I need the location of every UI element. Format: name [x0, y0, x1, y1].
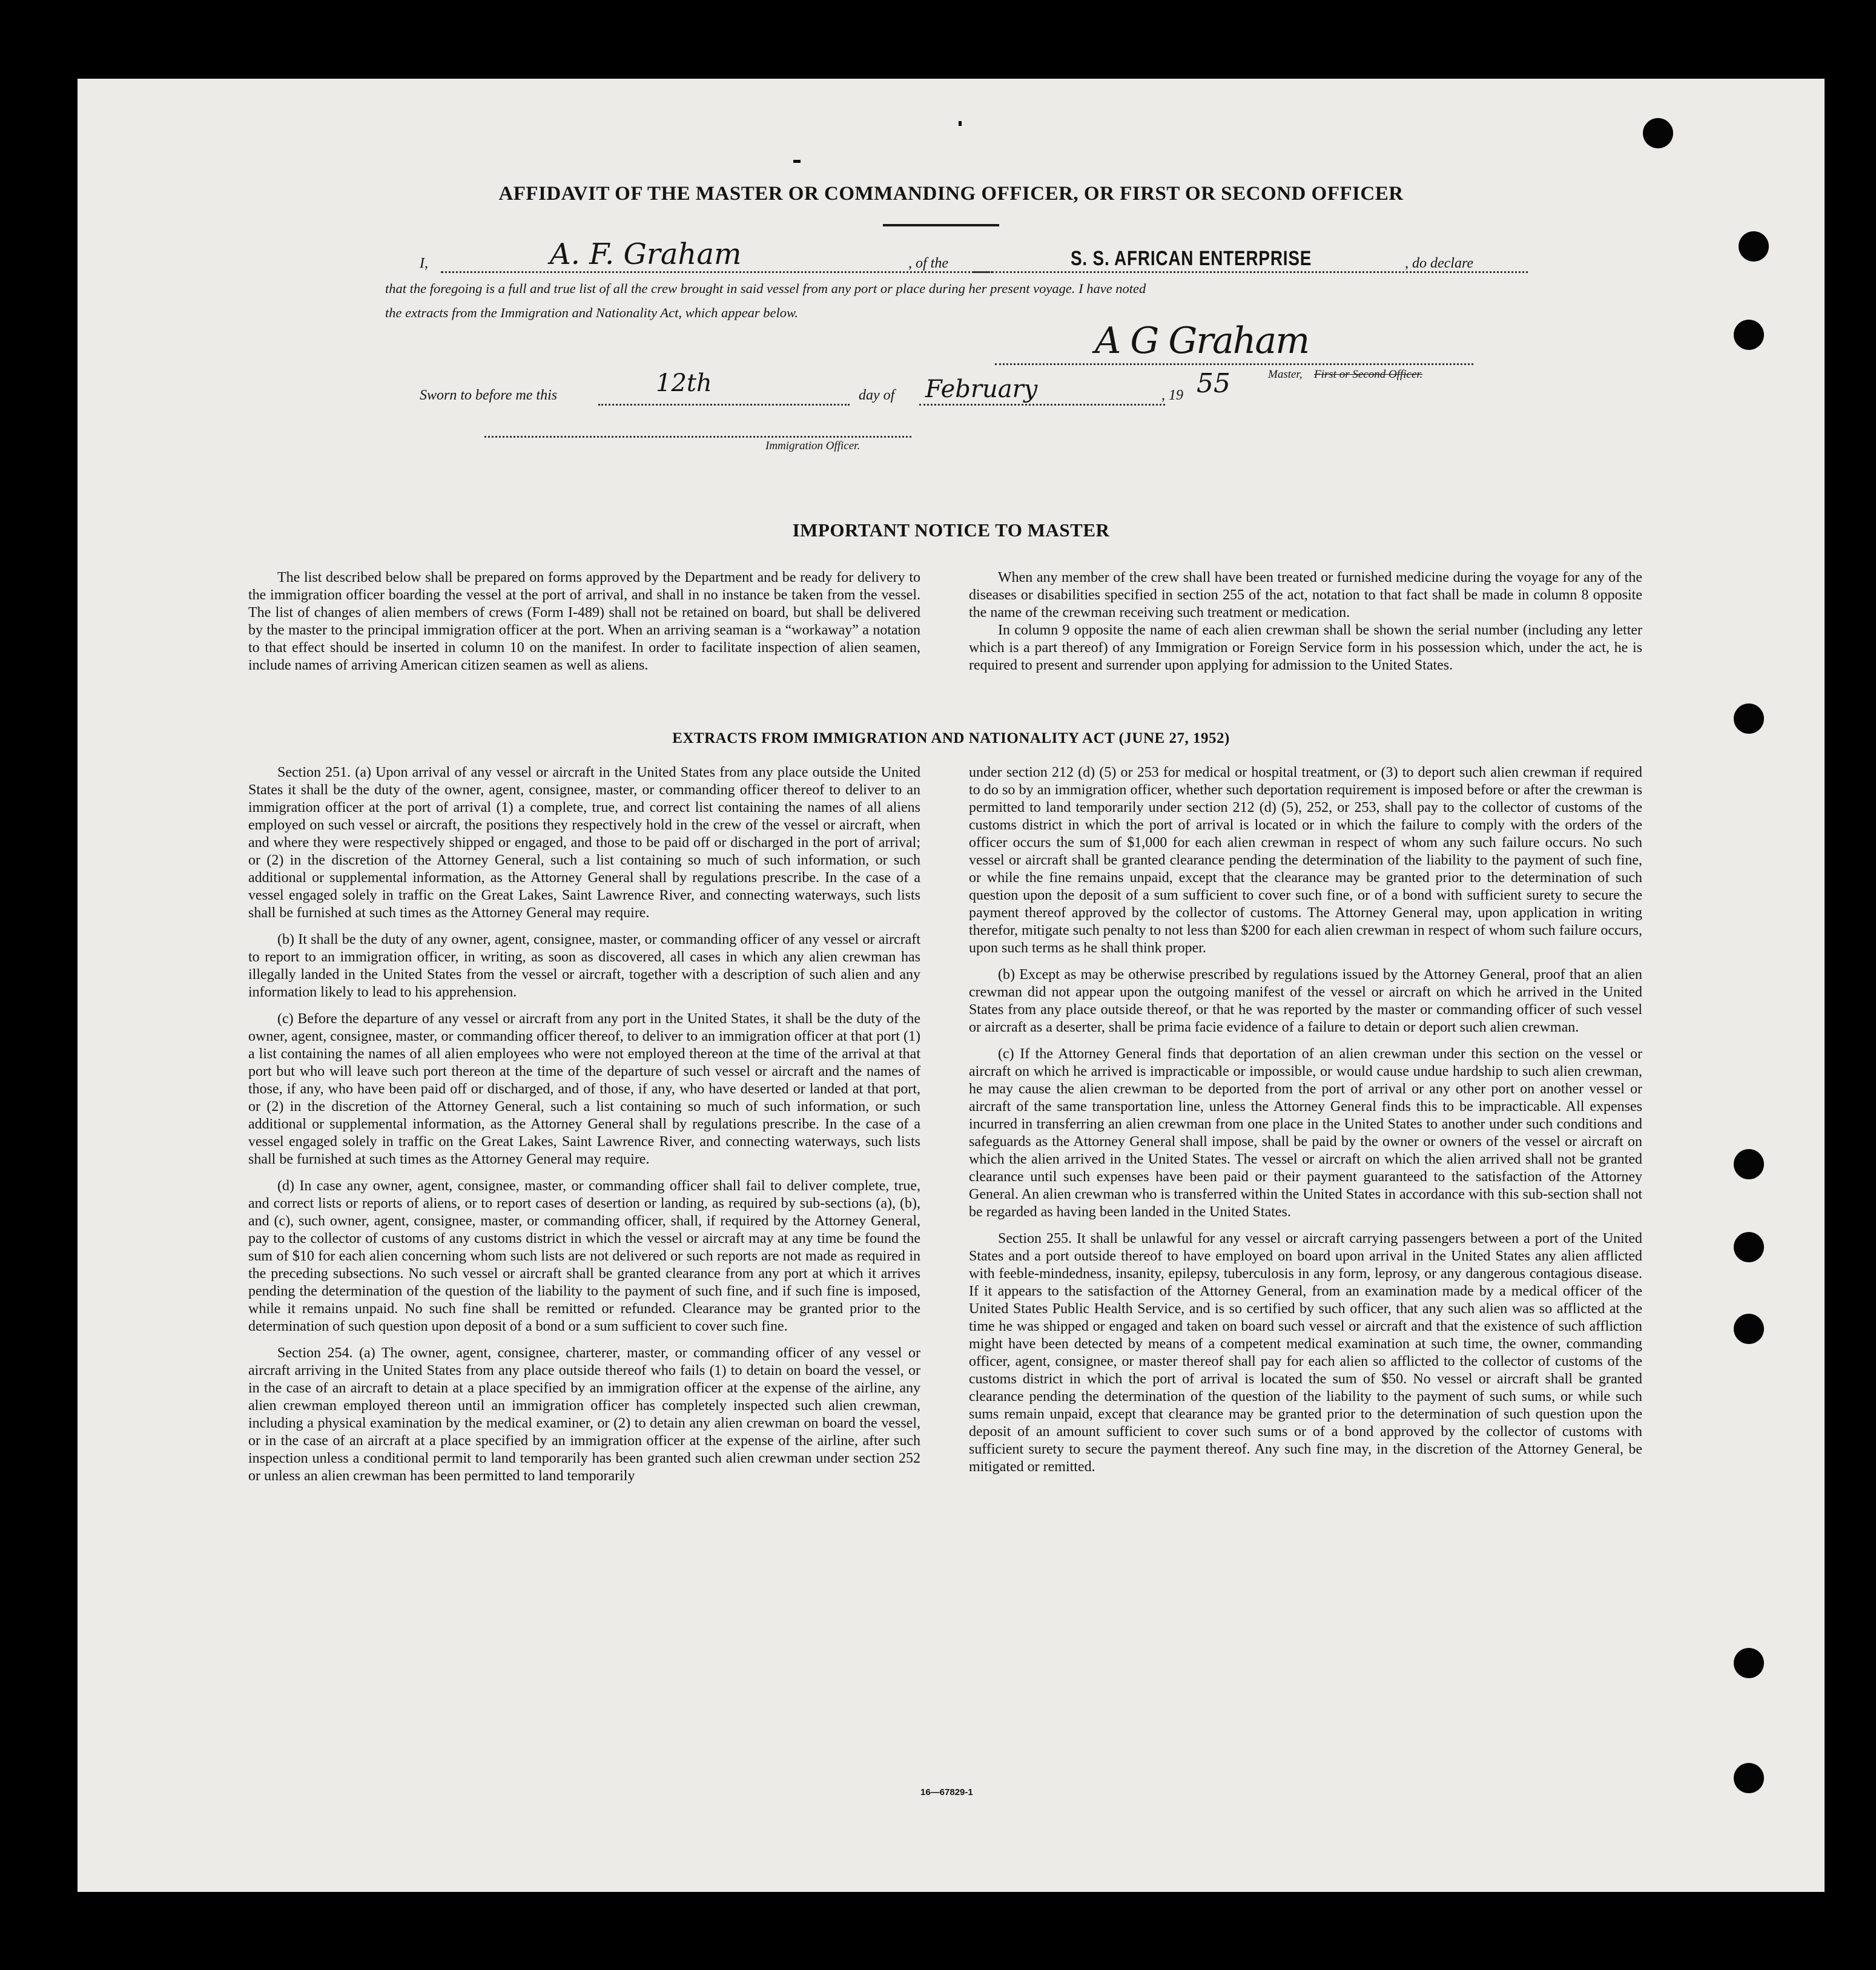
sworn-month-line: [919, 404, 1165, 406]
year-suffix-handwritten: 55: [1197, 368, 1230, 399]
punch-hole: [1734, 1149, 1764, 1179]
extracts-left-column: [248, 764, 920, 1494]
section-254-b: (b) Except as may be otherwise prescribed by regulations issued by the Attorney General, proof that an alien crewman did not appear upon the outgoing manifest of the vessel or aircraft on which he arrived in the United States from any place outside thereof, or that he was reported by the master or commanding officer of such vessel or aircraft as a deserter, shall be prima facie evidence of a failure to detain or deport such alien crewman.: [969, 967, 1642, 1035]
section-254-c: (c) If the Attorney General finds that deportation of an alien crewman under this section on the vessel or aircraft on which he arrived is impracticable or impossible, or would cause undue hardship to such alien crewman, he may cause the alien crewman to be deported from the port of arrival or any other port on another vessel or aircraft of the same transportation line, unless the Attorney General finds this to be impracticable. All expenses incurred in transferring an alien crewman from one place in the United States to another under such conditions and safeguards as the Attorney General shall impose, shall be paid by the owner or owners of the vessel or aircraft on which the alien arrived in the United States. The vessel or aircraft on which the alien arrived shall not be granted clearance until such expenses have been paid or their payment guaranteed to the satisfaction of the Attorney General. An alien crewman who is transferred within the United States in accordance with this sub-section shall not be regarded as having been landed in the United States.: [969, 1046, 1642, 1220]
statement-line-1: that the foregoing is a full and true list of all the crew brought in said vessel from any port or place during her present voyage. I have noted: [385, 281, 1146, 296]
signature-role-struck: First or Second Officer.: [1314, 368, 1423, 381]
punch-hole: [1734, 1648, 1764, 1678]
section-254-a-continued: under section 212 (d) (5) or 253 for medical or hospital treatment, or (3) to deport such alien crewman if required to do so by an immigration officer, whether such deportation requirement is imposed before or after the crewman is permitted to land temporarily under section 212 (d) (5), 252, or 253, shall pay to the collector of customs of the customs district in which the port of arrival is located or in which the failure to comply with the orders of the officer occurs the sum of $1,000 for each alien crewman in respect of whom any such failure occurs. No such vessel or aircraft shall be granted clearance pending the determination of the liability to the payment of such fine, or while the fine remains unpaid, except that the clearance may be granted prior to the determination of such question upon the deposit of a sum sufficient to cover such fine, or of a bond with sufficient surety to secure the payment thereof approved by the collector of customs. The Attorney General may, upon application in writing therefor, mitigate such penalty to not less than $200 for each alien crewman in respect of whom such failure occurs, upon such terms as he shall think proper.: [969, 765, 1642, 956]
notice-right-paragraph-1: When any member of the crew shall have been treated or furnished medicine during the voyage for any of the diseases or disabilities specified in section 255 of the act, notation to that fact shall be made in column 8 opposite the name of the crewman receiving such treatment or medication.: [969, 570, 1642, 621]
sworn-label: Sworn to before me this: [420, 387, 558, 403]
punch-hole: [1734, 320, 1764, 350]
signature-line: [995, 363, 1473, 365]
punch-hole: [1643, 118, 1673, 148]
notice-left-paragraph: The list described below shall be prepared on forms approved by the Department and be ready for delivery to the immigration officer boarding the vessel at the port of arrival, and shall in no instance be taken from the vessel. The list of changes of alien members of crews (Form I-489) shall not be retained on board, but shall be delivered by the master to the principal immigration officer at the port. When an arriving seaman is a “workaway” a notation to that effect should be inserted in column 10 on the manifest. In order to facilitate inspection of alien seamen, include names of arriving American citizen seamen as well as aliens.: [248, 570, 920, 673]
day-of-label: day of: [859, 387, 895, 403]
section-255: Section 255. It shall be unlawful for any vessel or aircraft carrying passengers between a port of the United States and a port outside thereof to have employed on board upon arrival in the United States any alien afflicted with feeble-mindedness, insanity, epilepsy, tuberculosis in any form, leprosy, or any dangerous contagious disease. If it appears to the satisfaction of the Attorney General, from an examination made by a medical officer of the United States Public Health Service, and is so certified by such officer, that any such alien was so afflicted at the time he was shipped or engaged and taken on board such vessel or aircraft and that the existence of such affliction might have been detected by means of a competent medical examination at such time, the owner, commanding officer, agent, consignee, or master thereof shall pay for each alien so afflicted to the collector of customs of the customs district in which the port of arrival is located the sum of $50. No vessel or aircraft shall be granted clearance pending the determination of the question of the liability to the payment of such sums, or while such sums remain unpaid, except that clearance may be granted prior to the determination of such question upon the deposit of an amount sufficient to cover such sums or of a bond approved by the collector of customs with sufficient surety to secure the payment thereof. Any such fine may, in the discretion of the Attorney General, be mitigated or remitted.: [969, 1231, 1642, 1475]
notice-right-column: [969, 569, 1642, 684]
document-page: [78, 79, 1825, 1892]
sworn-day-handwritten: 12th: [656, 369, 712, 397]
statement-line-2: the extracts from the Immigration and Nationality Act, which appear below.: [385, 305, 799, 320]
punch-hole: [1734, 1763, 1764, 1793]
ink-speck: [959, 121, 962, 126]
punch-hole: [1734, 1314, 1764, 1344]
section-251-a: Section 251. (a) Upon arrival of any vessel or aircraft in the United States from any place outside the United States it shall be the duty of the owner, agent, consignee, master, or commanding officer thereof to deliver to an immigration officer at the port of arrival (1) a complete, true, and correct list containing the names of all aliens employed on such vessel or aircraft, the positions they respectively hold in the crew of the vessel or aircraft, when and where they were respectively shipped or engaged, and those to be paid off or discharged in the port of arrival; or (2) in the discretion of the Attorney General, such a list containing so much of such information, or such additional or supplemental information, as the Attorney General shall by regulations prescribe. In the case of a vessel engaged solely in traffic on the Great Lakes, Saint Lawrence River, and connecting waterways, such lists shall be furnished at such times as the Attorney General may require.: [248, 765, 920, 921]
punch-hole: [1739, 231, 1769, 262]
section-251-c: (c) Before the departure of any vessel or aircraft from any port in the United States, it shall be the duty of the owner, agent, consignee, master, or commanding officer thereof, to deliver to an immigration officer at that port (1) a list containing the names of all alien employees who were not employed thereon at the time of the arrival at that port but who will leave such port thereon at the time of the departure of such vessel or aircraft and the names of those, if any, who have been paid off or discharged, and of those, if any, who have deserted or landed at that port, or (2) in the discretion of the Attorney General, such a list containing so much of such information, or such additional or supplemental information, as the Attorney General shall by regulations prescribe. In the case of a vessel engaged solely in traffic on the Great Lakes, Saint Lawrence River, and connecting waterways, such lists shall be furnished at such times as the Attorney General may require.: [248, 1011, 920, 1167]
immigration-officer-line: [484, 436, 911, 438]
extracts-title: EXTRACTS FROM IMMIGRATION AND NATIONALITY ACT (JUNE 27, 1952): [672, 730, 1230, 746]
title-divider: [883, 224, 999, 226]
immigration-officer-label: Immigration Officer.: [765, 440, 860, 452]
punch-hole: [1734, 703, 1764, 734]
year-prefix: , 19: [1161, 387, 1183, 403]
section-251-b: (b) It shall be the duty of any owner, agent, consignee, master, or commanding officer of any vessel or aircraft to report to an immigration officer, in writing, as soon as discovered, all cases in which any alien crewman has illegally landed in the United States from the vessel or aircraft, together with a description of such alien and any information likely to lead to his apprehension.: [248, 932, 920, 1000]
section-254-a: Section 254. (a) The owner, agent, consignee, charterer, master, or commanding officer of any vessel or aircraft arriving in the United States from any place outside thereof who fails (1) to detain on board the vessel, or in the case of an aircraft to detain at a place specified by an immigration officer at the expense of the airline, any alien crewman employed thereon until an immigration officer has completely inspected such alien crewman, including a physical examination by the medical examiner, or (2) to detain any alien crewman on board the vessel, or in the case of an aircraft at a place specified by an immigration officer at the expense of the airline, after such inspection unless a conditional permit to land temporarily has been granted such alien crewman under section 252 or unless an alien crewman has been permitted to land temporarily: [248, 1345, 920, 1484]
vessel-name-stamp: S. S. AFRICAN ENTERPRISE: [1071, 247, 1312, 270]
ink-speck: [793, 160, 801, 163]
signature-role: Master,: [1268, 368, 1303, 381]
notice-title: IMPORTANT NOTICE TO MASTER: [792, 519, 1110, 541]
label-i: I,: [420, 255, 428, 271]
section-251-d: (d) In case any owner, agent, consignee, master, or commanding officer shall fail to deliver complete, true, and correct lists or reports of aliens, or to report cases of desertion or landing, as required by sub-sections (a), (b), and (c), such owner, agent, consignee, master, or commanding officer, shall, if required by the Attorney General, pay to the collector of customs of any customs district in which the vessel or aircraft may at any time be found the sum of $10 for each alien concerning whom such lists are not delivered or such reports are not made as required in the preceding subsections. No such vessel or aircraft shall be granted clearance from any port at which it arrives pending the determination of the question of the liability to the payment of such fine, and if such fine is imposed, while it remains unpaid. No such fine shall be remitted or refunded. Clearance may be granted prior to the determination of such question upon deposit of a bond or a sum sufficient to cover such fine.: [248, 1178, 920, 1334]
label-of-the: , of the: [908, 255, 948, 271]
master-signature: A G Graham: [1095, 320, 1309, 362]
punch-hole: [1734, 1232, 1764, 1262]
sworn-day-line: [598, 404, 850, 406]
extracts-right-column: [969, 764, 1642, 1485]
notice-left-column: [248, 569, 920, 684]
label-do-declare: , do declare: [1405, 255, 1474, 271]
sworn-month-handwritten: February: [925, 375, 1038, 403]
notice-right-paragraph-2: In column 9 opposite the name of each alien crewman shall be shown the serial number (including any letter which is a part thereof) of any Immigration or Foreign Service form in his possession which, under the act, he is required to present and surrender upon applying for admission to the United States.: [969, 622, 1642, 673]
form-number: 16—67829-1: [920, 1787, 973, 1797]
affidavit-title: AFFIDAVIT OF THE MASTER OR COMMANDING OFFICER, OR FIRST OR SECOND OFFICER: [498, 183, 1404, 205]
officer-name-handwritten: A. F. Graham: [550, 237, 742, 271]
